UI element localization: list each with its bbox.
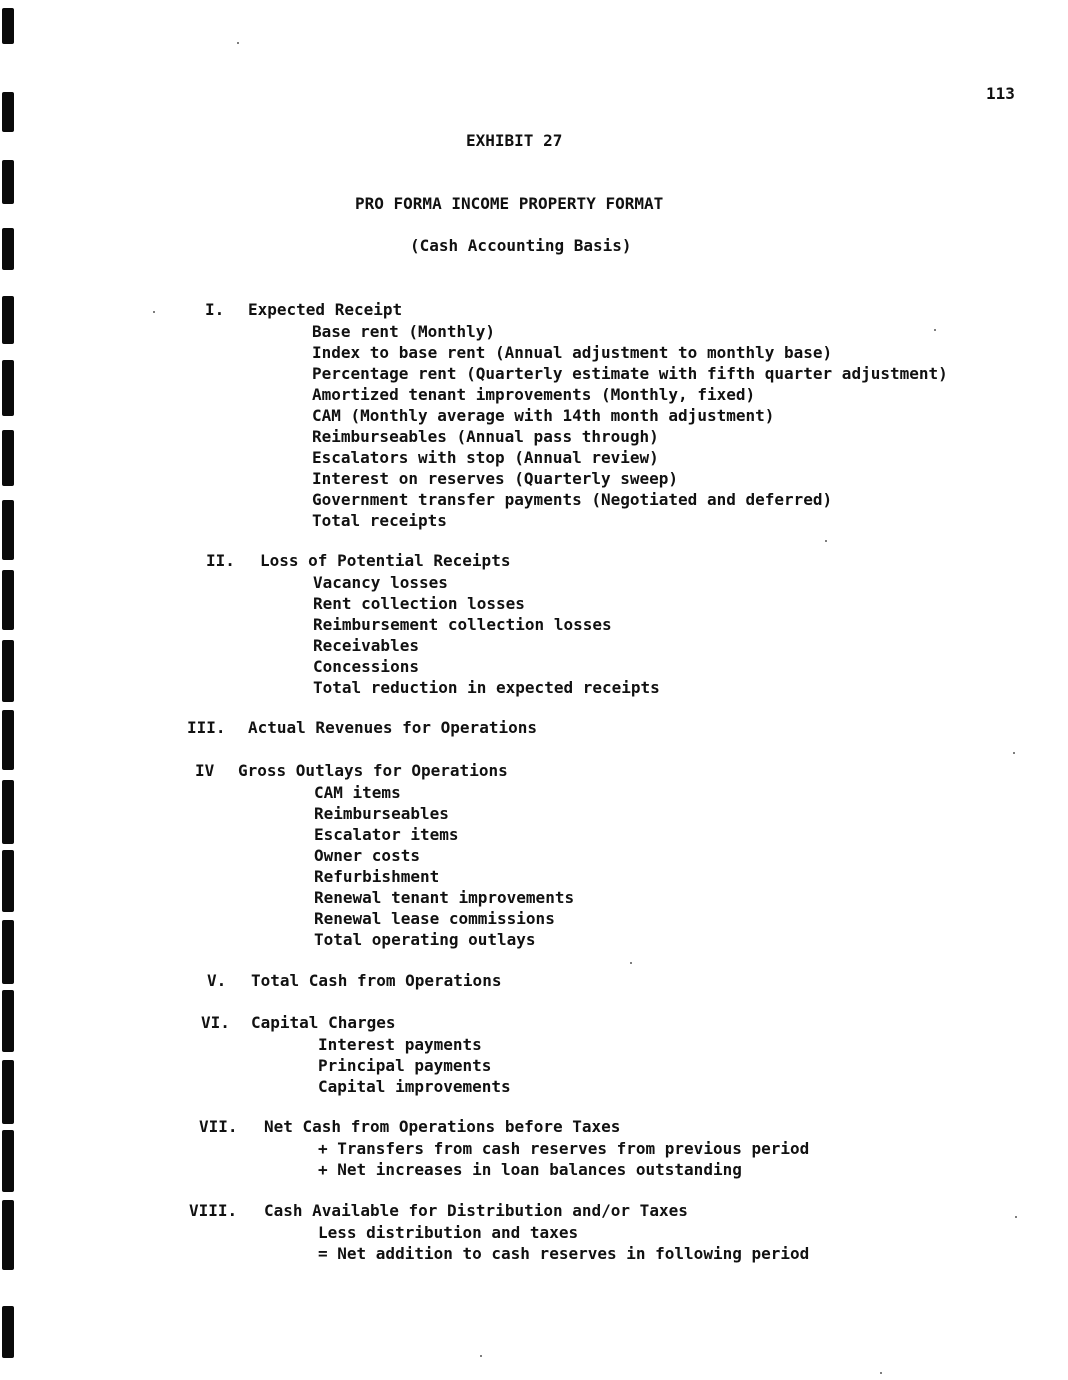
binding-mark: [2, 640, 14, 702]
section-numeral: VIII.: [189, 1201, 238, 1220]
scan-speck: [1013, 752, 1015, 754]
page-number: 113: [986, 84, 1015, 103]
binding-mark: [2, 780, 14, 844]
binding-mark: [2, 430, 14, 486]
line-item: Owner costs: [314, 846, 420, 865]
binding-mark: [2, 920, 14, 984]
binding-mark: [2, 1200, 14, 1270]
section-numeral: II.: [206, 551, 235, 570]
exhibit-title: EXHIBIT 27: [466, 131, 563, 150]
scan-speck: [1015, 1216, 1017, 1218]
line-item: Renewal lease commissions: [314, 909, 555, 928]
binding-mark: [2, 850, 14, 912]
line-item: Concessions: [313, 657, 419, 676]
binding-mark: [2, 160, 14, 204]
section-numeral: VI.: [201, 1013, 230, 1032]
line-item: Index to base rent (Annual adjustment to monthly base): [312, 343, 833, 362]
section-item-list: [318, 1222, 809, 1264]
section-heading: Cash Available for Distribution and/or Taxes: [264, 1201, 688, 1220]
section-item-list: [313, 572, 660, 698]
line-item: Reimburseables (Annual pass through): [312, 427, 659, 446]
binding-mark: [2, 296, 14, 344]
binding-mark: [2, 92, 14, 132]
scan-speck: [480, 1355, 482, 1357]
scan-speck: [237, 42, 239, 44]
line-item: Escalator items: [314, 825, 459, 844]
line-item: Escalators with stop (Annual review): [312, 448, 659, 467]
line-item: Renewal tenant improvements: [314, 888, 575, 907]
page-subtitle: (Cash Accounting Basis): [410, 236, 632, 255]
line-item: Interest payments: [318, 1035, 482, 1054]
section-heading: Total Cash from Operations: [251, 971, 502, 990]
line-item: Less distribution and taxes: [318, 1223, 579, 1242]
section-heading: Expected Receipt: [248, 300, 403, 319]
scan-speck: [153, 311, 155, 313]
line-item: + Net increases in loan balances outstanding: [318, 1160, 742, 1179]
line-item: Capital improvements: [318, 1077, 511, 1096]
section-heading: Loss of Potential Receipts: [260, 551, 511, 570]
line-item: Rent collection losses: [313, 594, 525, 613]
section-item-list: [318, 1138, 809, 1180]
line-item: Receivables: [313, 636, 419, 655]
binding-mark: [2, 570, 14, 630]
line-item: Government transfer payments (Negotiated and deferred): [312, 490, 833, 509]
line-item: CAM items: [314, 783, 401, 802]
binding-mark: [2, 1130, 14, 1192]
binding-mark: [2, 360, 14, 416]
binding-mark: [2, 500, 14, 560]
line-item: Total reduction in expected receipts: [313, 678, 660, 697]
line-item: CAM (Monthly average with 14th month adjustment): [312, 406, 775, 425]
line-item: Vacancy losses: [313, 573, 448, 592]
page-title: PRO FORMA INCOME PROPERTY FORMAT: [355, 194, 664, 213]
section-numeral: IV: [195, 761, 215, 780]
binding-mark: [2, 990, 14, 1052]
line-item: Percentage rent (Quarterly estimate with fifth quarter adjustment): [312, 364, 948, 383]
section-heading: Capital Charges: [251, 1013, 396, 1032]
line-item: Reimburseables: [314, 804, 449, 823]
section-numeral: VII.: [199, 1117, 238, 1136]
binding-mark: [2, 1306, 14, 1358]
line-item: Total receipts: [312, 511, 447, 530]
scan-speck: [630, 962, 632, 964]
binding-mark: [2, 1060, 14, 1124]
section-heading: Net Cash from Operations before Taxes: [264, 1117, 621, 1136]
binding-mark: [2, 228, 14, 270]
section-numeral: V.: [207, 971, 227, 990]
section-numeral: I.: [205, 300, 225, 319]
line-item: Interest on reserves (Quarterly sweep): [312, 469, 679, 488]
line-item: Principal payments: [318, 1056, 492, 1075]
line-item: Total operating outlays: [314, 930, 536, 949]
line-item: + Transfers from cash reserves from previous period: [318, 1139, 810, 1158]
section-numeral: III.: [187, 718, 226, 737]
binding-edge: [0, 0, 22, 1380]
scan-speck: [934, 329, 936, 331]
binding-mark: [2, 8, 14, 44]
section-item-list: [318, 1034, 511, 1097]
scan-speck: [880, 1372, 882, 1374]
section-item-list: [312, 321, 948, 531]
section-heading: Gross Outlays for Operations: [238, 761, 508, 780]
section-heading: Actual Revenues for Operations: [248, 718, 537, 737]
scan-speck: [825, 540, 827, 542]
line-item: Amortized tenant improvements (Monthly, fixed): [312, 385, 756, 404]
section-item-list: [314, 782, 574, 950]
binding-mark: [2, 710, 14, 770]
line-item: Base rent (Monthly): [312, 322, 496, 341]
line-item: Reimbursement collection losses: [313, 615, 612, 634]
line-item: = Net addition to cash reserves in following period: [318, 1244, 810, 1263]
line-item: Refurbishment: [314, 867, 440, 886]
